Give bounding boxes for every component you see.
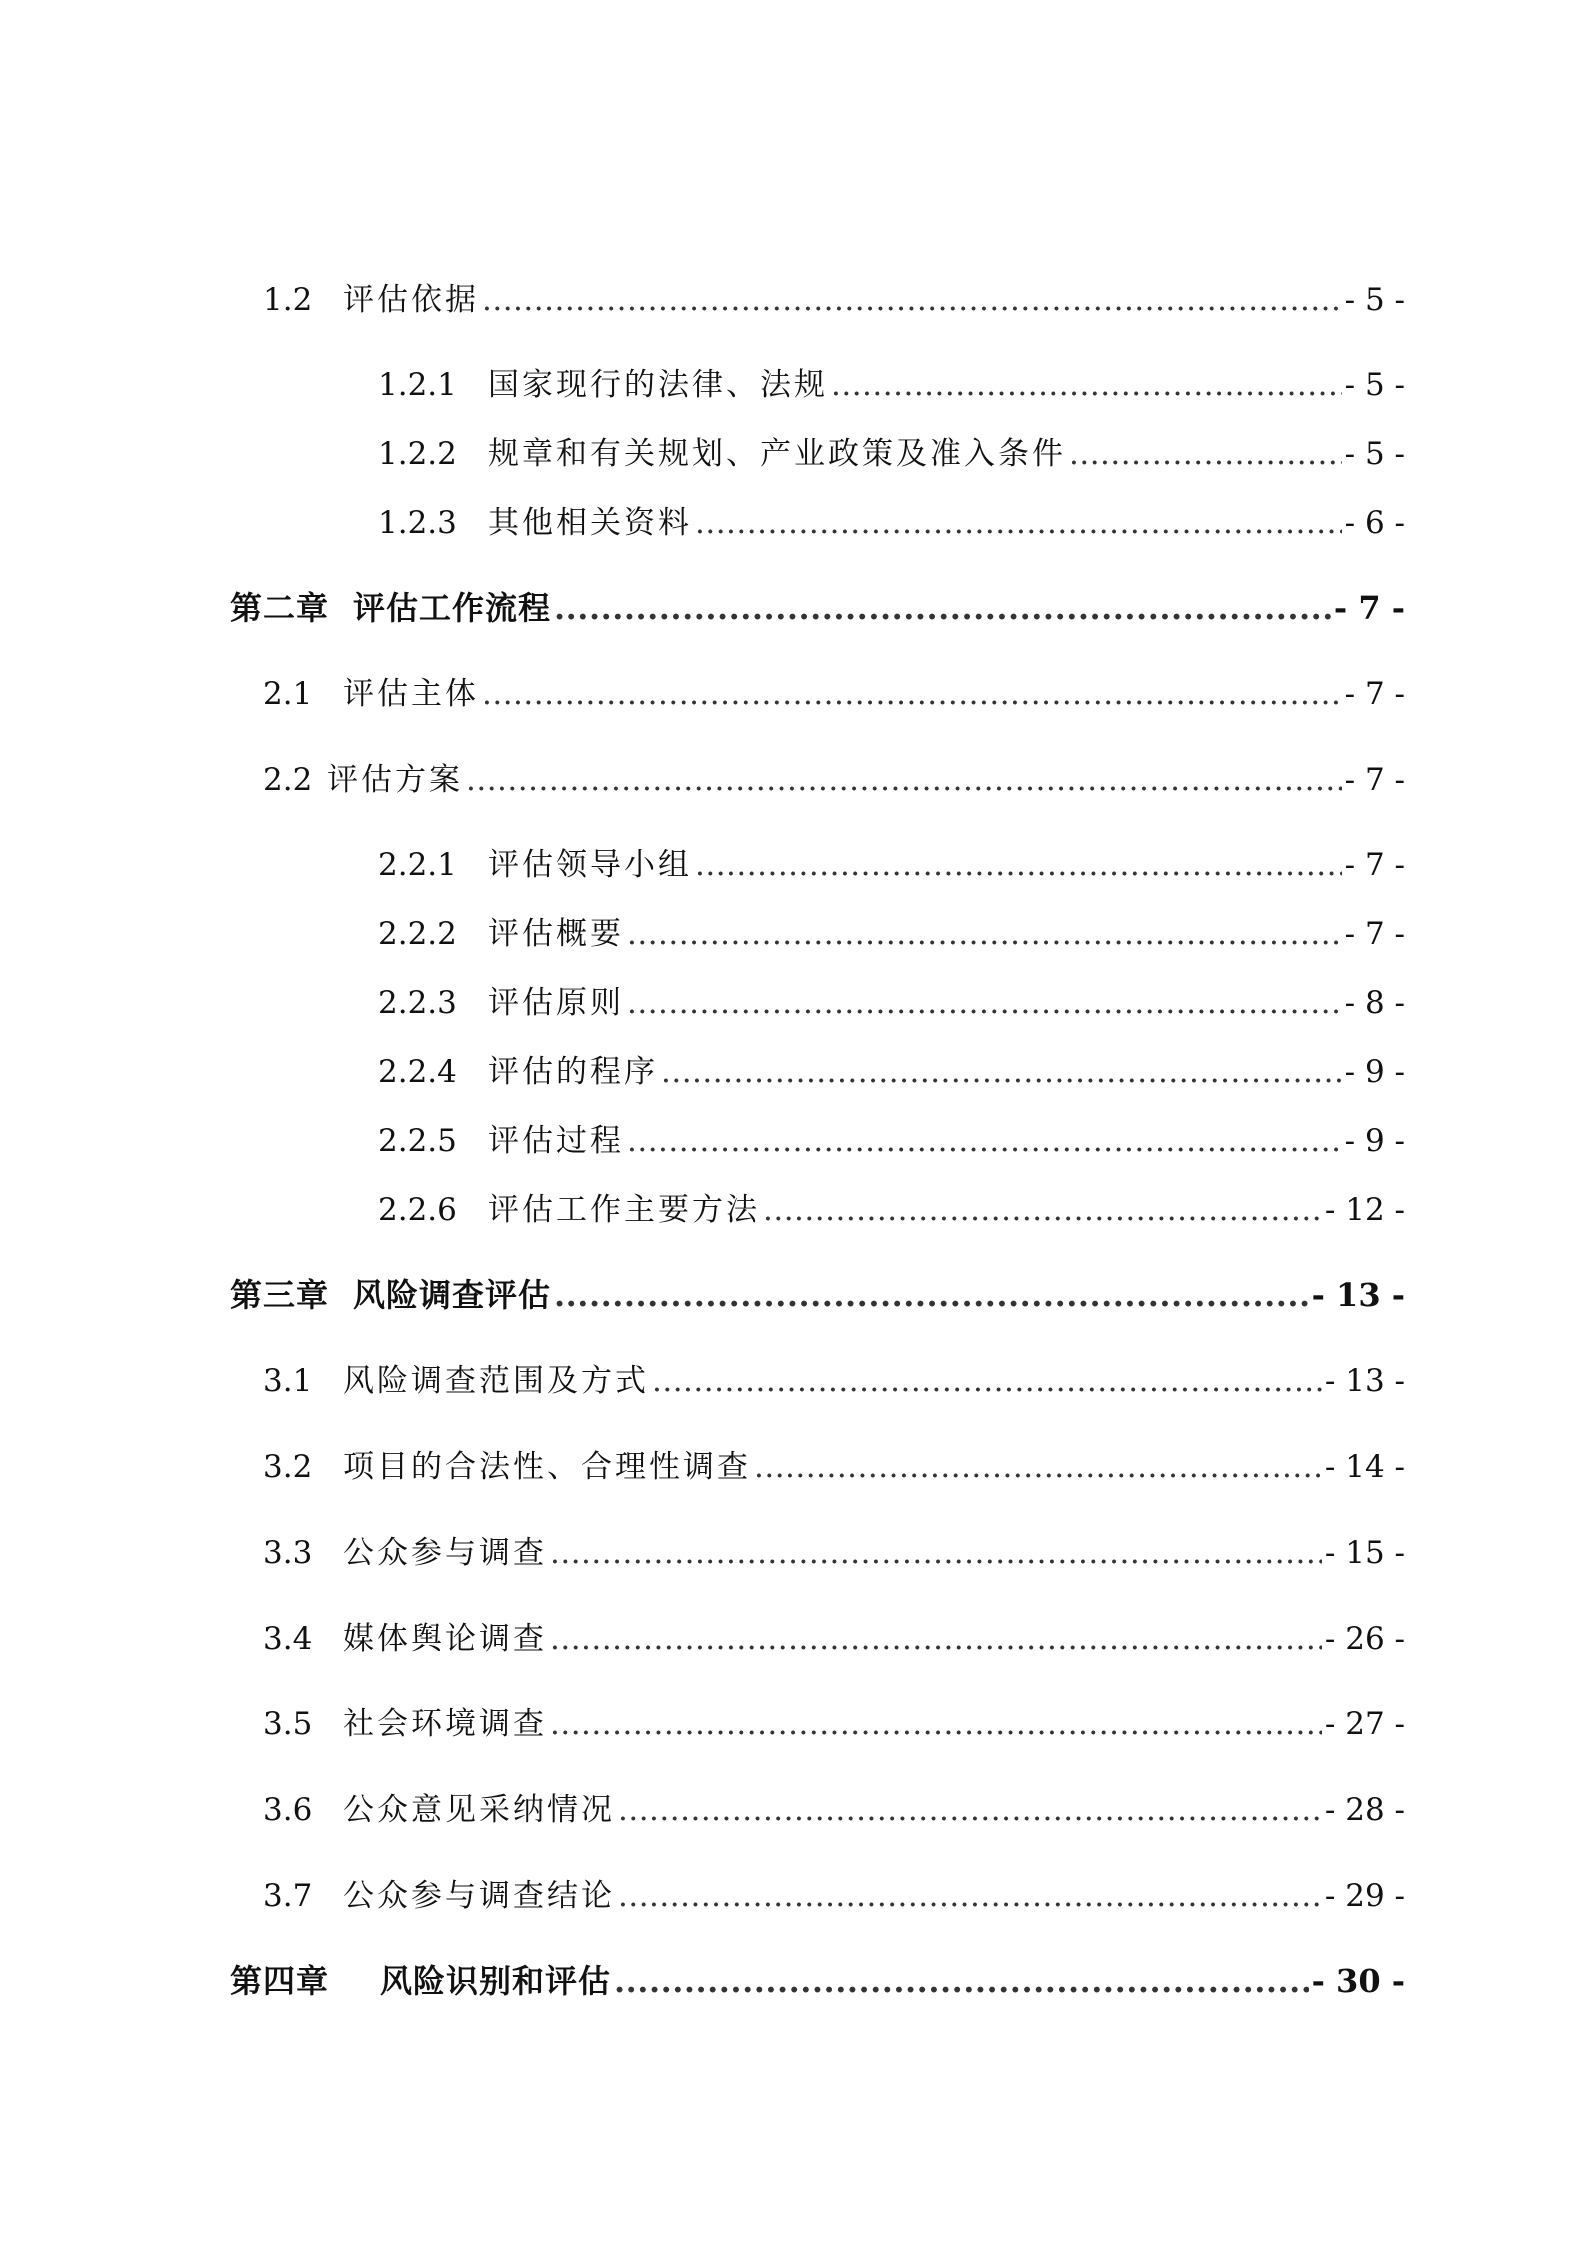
toc-entry-page: - 12 - [1324,1192,1405,1228]
toc-entry-page: - 6 - [1344,505,1405,541]
toc-entry-3-5[interactable] [230,1704,1405,1744]
toc-chapter-2[interactable] [230,588,1405,628]
toc-entry-title: 规章和有关规划、产业政策及准入条件 [488,436,1066,472]
toc-entry-1-2-2[interactable] [230,434,1405,474]
toc-dot-leader [661,1052,1342,1092]
toc-entry-page: - 28 - [1324,1792,1405,1828]
toc-entry-title: 风险调查范围及方式 [343,1363,649,1399]
toc-dot-leader [550,1533,1322,1573]
toc-entry-number: 1.2 [263,282,313,318]
toc-entry-page: - 7 - [1333,589,1405,627]
toc-entry-number: 2.2.6 [378,1192,457,1228]
toc-entry-page: - 30 - [1311,1962,1405,2000]
toc-dot-leader [754,1447,1322,1487]
toc-entry-title: 社会环境调查 [343,1706,547,1742]
toc-dot-leader [482,280,1342,320]
toc-entry-number: 2.2 [263,762,313,798]
toc-entry-title: 风险识别和评估 [380,1962,612,2000]
toc-entry-title: 项目的合法性、合理性调查 [343,1449,751,1485]
toc-dot-leader [482,674,1342,714]
toc-entry-1-2-3[interactable] [230,503,1405,543]
toc-entry-number: 2.2.3 [378,985,457,1021]
toc-entry-number: 1.2.2 [378,436,457,472]
toc-dot-leader [627,983,1342,1023]
toc-dot-leader [614,1961,1309,2001]
toc-chapter-3[interactable] [230,1275,1405,1315]
toc-entry-title: 评估过程 [488,1123,624,1159]
toc-entry-2-2-1[interactable] [230,845,1405,885]
toc-entry-title: 公众参与调查 [343,1535,547,1571]
toc-dot-leader [618,1876,1322,1916]
toc-entry-title: 评估原则 [488,985,624,1021]
toc-entry-3-1[interactable] [230,1361,1405,1401]
toc-entry-title: 评估方案 [327,762,463,798]
toc-dot-leader [1069,434,1342,474]
toc-entry-number: 2.2.5 [378,1123,457,1159]
toc-entry-page: - 13 - [1324,1363,1405,1399]
toc-entry-number: 3.6 [263,1792,313,1828]
toc-entry-2-1[interactable] [230,674,1405,714]
toc-entry-page: - 9 - [1344,1054,1405,1090]
toc-entry-number: 3.5 [263,1706,313,1742]
toc-entry-page: - 14 - [1324,1449,1405,1485]
toc-dot-leader [763,1190,1322,1230]
toc-entry-2-2-2[interactable] [230,914,1405,954]
toc-entry-2-2-5[interactable] [230,1121,1405,1161]
toc-entry-page: - 5 - [1344,282,1405,318]
toc-entry-number: 第三章 [230,1276,330,1314]
toc-entry-title: 评估概要 [488,916,624,952]
toc-entry-page: - 26 - [1324,1621,1405,1657]
toc-entry-page: - 8 - [1344,985,1405,1021]
toc-entry-number: 2.2.1 [378,847,457,883]
toc-dot-leader [550,1704,1322,1744]
toc-entry-title: 风险调查评估 [353,1276,552,1314]
toc-entry-page: - 13 - [1311,1276,1405,1314]
toc-entry-page: - 5 - [1344,367,1405,403]
toc-entry-title: 评估工作流程 [353,589,552,627]
toc-entry-page: - 7 - [1344,676,1405,712]
toc-entry-number: 3.1 [263,1363,313,1399]
toc-entry-title: 公众参与调查结论 [343,1878,615,1914]
toc-entry-3-4[interactable] [230,1619,1405,1659]
toc-chapter-4[interactable] [230,1961,1405,2001]
toc-entry-title: 评估工作主要方法 [488,1192,760,1228]
toc-entry-page: - 27 - [1324,1706,1405,1742]
toc-dot-leader [627,1121,1342,1161]
toc-entry-number: 2.2.4 [378,1054,457,1090]
toc-entry-2-2-6[interactable] [230,1190,1405,1230]
toc-entry-3-3[interactable] [230,1533,1405,1573]
toc-dot-leader [550,1619,1322,1659]
toc-dot-leader [554,588,1331,628]
toc-entry-page: - 5 - [1344,436,1405,472]
toc-entry-number: 3.4 [263,1621,313,1657]
toc-entry-title: 公众意见采纳情况 [343,1792,615,1828]
toc-entry-page: - 7 - [1344,916,1405,952]
toc-entry-number: 2.2.2 [378,916,457,952]
toc-entry-number: 3.7 [263,1878,313,1914]
toc-entry-2-2[interactable] [230,760,1405,800]
toc-dot-leader [831,365,1342,405]
toc-dot-leader [466,760,1342,800]
toc-entry-page: - 15 - [1324,1535,1405,1571]
toc-entry-number: 1.2.1 [378,367,457,403]
toc-entry-number: 1.2.3 [378,505,457,541]
toc-entry-3-2[interactable] [230,1447,1405,1487]
toc-entry-2-2-4[interactable] [230,1052,1405,1092]
toc-entry-title: 评估依据 [343,282,479,318]
toc-entry-title: 媒体舆论调查 [343,1621,547,1657]
toc-entry-1-2-1[interactable] [230,365,1405,405]
toc-entry-title: 评估的程序 [488,1054,658,1090]
toc-entry-2-2-3[interactable] [230,983,1405,1023]
toc-entry-title: 其他相关资料 [488,505,692,541]
toc-entry-page: - 7 - [1344,762,1405,798]
toc-entry-title: 评估主体 [343,676,479,712]
toc-entry-number: 第四章 [230,1962,330,2000]
toc-entry-number: 第二章 [230,589,330,627]
toc-dot-leader [627,914,1342,954]
toc-entry-number: 3.3 [263,1535,313,1571]
toc-entry-3-7[interactable] [230,1876,1405,1916]
toc-entry-page: - 29 - [1324,1878,1405,1914]
toc-dot-leader [695,503,1342,543]
toc-dot-leader [695,845,1342,885]
toc-dot-leader [554,1275,1309,1315]
toc-dot-leader [618,1790,1322,1830]
toc-entry-title: 评估领导小组 [488,847,692,883]
toc-entry-page: - 7 - [1344,847,1405,883]
toc-entry-page: - 9 - [1344,1123,1405,1159]
toc-entry-title: 国家现行的法律、法规 [488,367,828,403]
toc-entry-number: 2.1 [263,676,313,712]
toc-entry-3-6[interactable] [230,1790,1405,1830]
toc-entry-number: 3.2 [263,1449,313,1485]
toc-dot-leader [652,1361,1322,1401]
toc-entry-1-2[interactable] [230,280,1405,320]
